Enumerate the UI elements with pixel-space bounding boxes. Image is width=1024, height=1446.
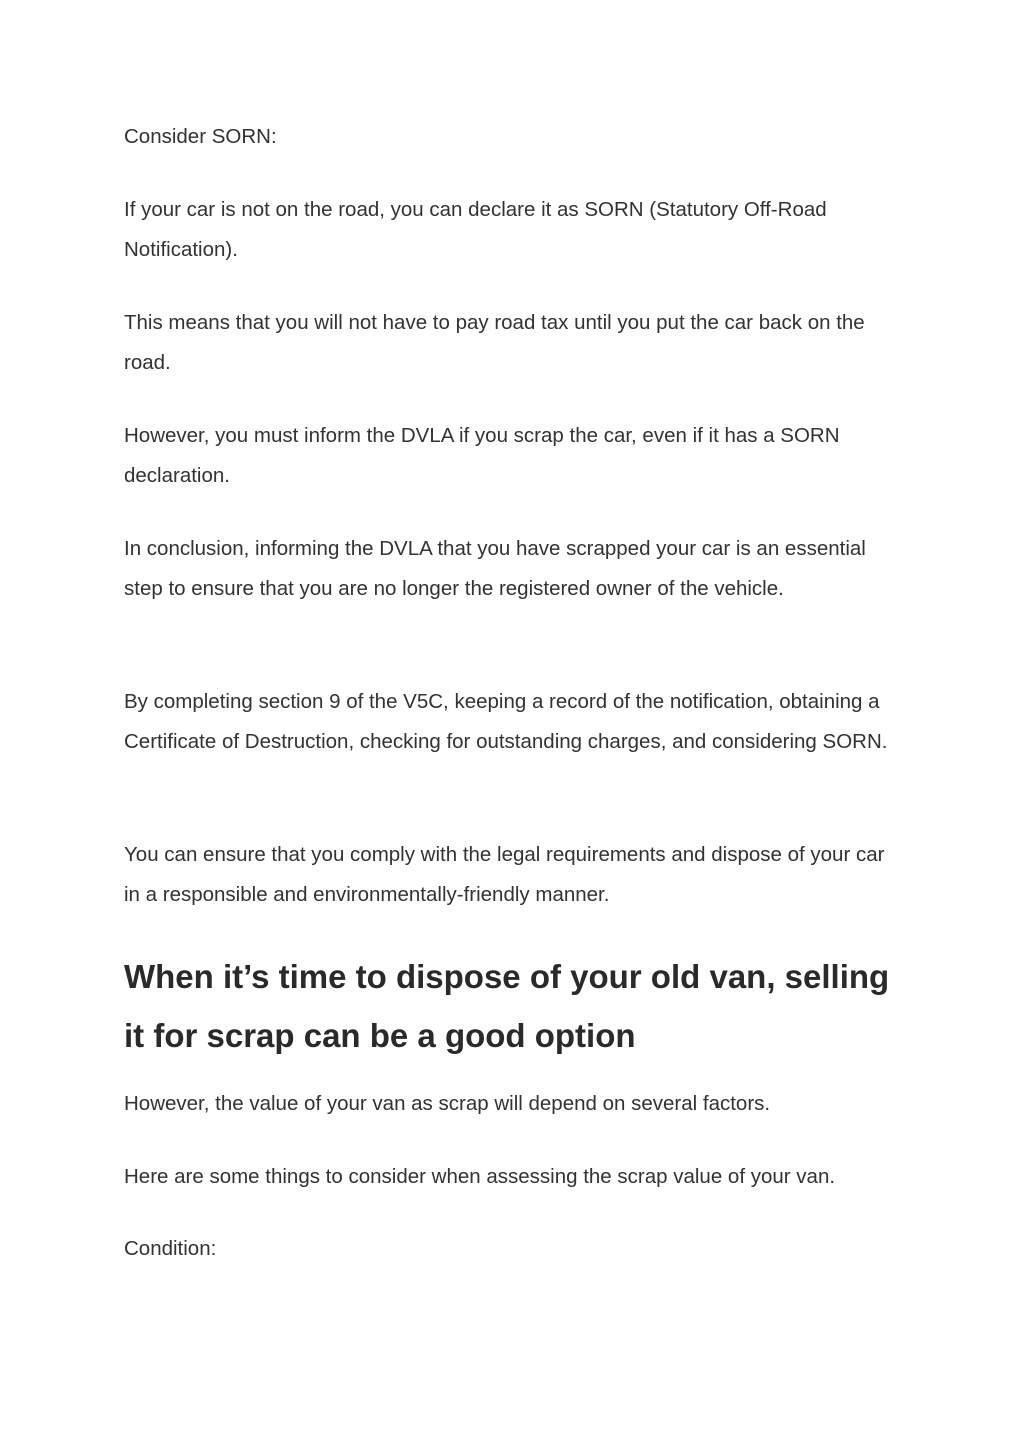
- paragraph-van-value: However, the value of your van as scrap will depend on several factors.: [124, 1092, 771, 1115]
- paragraph-sorn-definition: If your car is not on the road, you can declare it as SORN (Statutory Off-Road Notification).: [124, 198, 827, 261]
- paragraph-condition: Condition:: [124, 1237, 217, 1260]
- paragraph-road-tax: This means that you will not have to pay road tax until you put the car back on the road.: [124, 311, 865, 374]
- paragraph-steps-summary: By completing section 9 of the V5C, keeping a record of the notification, obtaining a Certificate of Destruction, checking for outstanding charges, and considering SORN.: [124, 690, 888, 753]
- paragraph-inform-dvla: However, you must inform the DVLA if you scrap the car, even if it has a SORN declaration.: [124, 424, 840, 487]
- paragraph-consider-sorn: Consider SORN:: [124, 125, 277, 148]
- paragraph-conclusion: In conclusion, informing the DVLA that you have scrapped your car is an essential step to ensure that you are no longer the registered owner of the vehicle.: [124, 537, 866, 600]
- section-heading: When it’s time to dispose of your old van, selling it for scrap can be a good option: [124, 958, 890, 1054]
- paragraph-compliance: You can ensure that you comply with the legal requirements and dispose of your car in a responsible and environmentally-friendly manner.: [124, 843, 885, 906]
- paragraph-things-to-consider: Here are some things to consider when assessing the scrap value of your van.: [124, 1165, 836, 1188]
